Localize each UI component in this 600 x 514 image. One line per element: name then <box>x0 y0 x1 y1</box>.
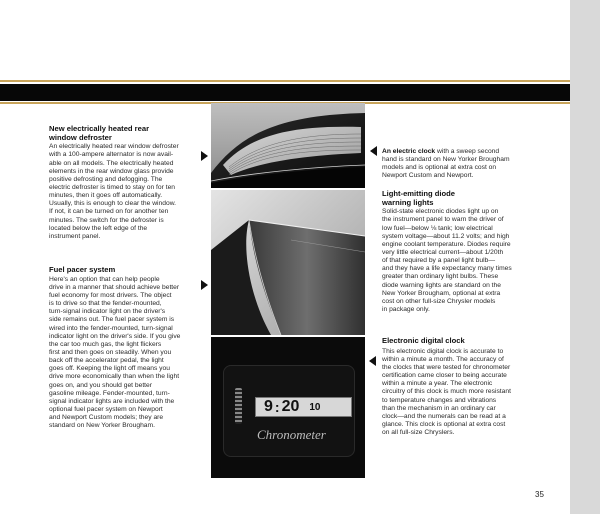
defroster-section <box>49 125 209 241</box>
led-lights-section <box>382 190 552 314</box>
gold-rule-top <box>0 80 570 82</box>
clock-minutes: 20 <box>281 398 300 415</box>
digital-clock-body: This electronic digital clock is accurate to within a minute a month. The accuracy of the clocks that were tested for chronometer certification came closer to being accurate within a minute a year. The electronic circuitry of this clock is much more resistant to temperature changes and vibrations than the mechanism in an ordinary car clock—and the numerals can be read at a glance. This clock is optional at extra cost on all full-size Chryslers. <box>382 347 511 437</box>
black-header-band <box>0 84 570 101</box>
fuel-pacer-heading: Fuel pacer system <box>49 265 116 274</box>
rear-window-photo <box>211 103 365 188</box>
clock-colon-icon: : <box>274 399 280 415</box>
digital-clock-section <box>382 337 552 437</box>
led-lights-body: Solid-state electronic diodes light up on the instrument panel to warn the driver of low fuel—below ⅛ tank; low electrical system voltage—about 11.2 volts; and high engine coolant temperature. Diodes require very little electrical current—about 1/20th of that required by a panel light bulb— and they have a life expectancy many times greater than ordinary light bulbs. These diode warning lights are standard on the New Yorker Brougham, optional at extra cost on other full-size Chrysler models in package only. <box>382 208 512 314</box>
fuel-pacer-section <box>49 266 211 431</box>
electric-clock-body: with a sweep second hand is standard on New Yorker Brougham models and is optional at extra cost on Newport Custom and Newport. <box>382 148 510 180</box>
clock-script-label: Chronometer <box>257 427 326 442</box>
arrow-right-icon <box>201 280 208 290</box>
fender-indicator-photo <box>211 190 365 335</box>
led-lights-heading: Light-emitting diode warning lights <box>382 189 455 207</box>
clock-display <box>255 397 352 417</box>
clock-hours: 9 <box>264 398 273 415</box>
electric-clock-section <box>382 148 552 181</box>
defroster-body: An electrically heated rear window defroster with a 100-ampere alternator is now avail- able on all models. The electrically heated elements in the rear window glass provide positive defrosting and defogging. The electric defroster is timed to stay on for ten minutes, then it goes off automatically. Usually, this is enough to clear the window. If not, it can be turned on for another ten minutes. The switch for the defroster is located below the left edge of the instrument panel. <box>49 143 179 240</box>
page-edge-strip <box>570 0 600 514</box>
clock-seconds: 10 <box>309 401 321 413</box>
arrow-left-icon <box>369 356 376 366</box>
electric-clock-lead: An electric clock <box>382 148 436 155</box>
arrow-left-icon <box>370 146 377 156</box>
page-number: 35 <box>535 490 544 499</box>
defroster-heading: New electrically heated rear window defroster <box>49 124 150 142</box>
arrow-right-icon <box>201 151 208 161</box>
fuel-pacer-body: Here's an option that can help people drive in a manner that should achieve better fuel economy for most drivers. The object is to drive so that the fender-mounted, turn-signal indicator light on the driver's side remains out. The fuel pacer system is wired into the fender-mounted, turn-signal indicator light on the driver's side. If you give the car too much gas, the light flickers first and then goes on steadily. When you back off the accelerator pedal, the light goes off. Keeping the light off means you drive more economically than when the light goes on, and you should get better gasoline mileage. Fender-mounted, turn- signal indicator lights are included with the optional fuel pacer system on Newport and Newport Custom models; they are standard on New Yorker Brougham. <box>49 275 181 430</box>
digital-clock-photo <box>211 337 365 478</box>
digital-clock-heading: Electronic digital clock <box>382 336 465 345</box>
clock-set-knob <box>235 388 242 424</box>
